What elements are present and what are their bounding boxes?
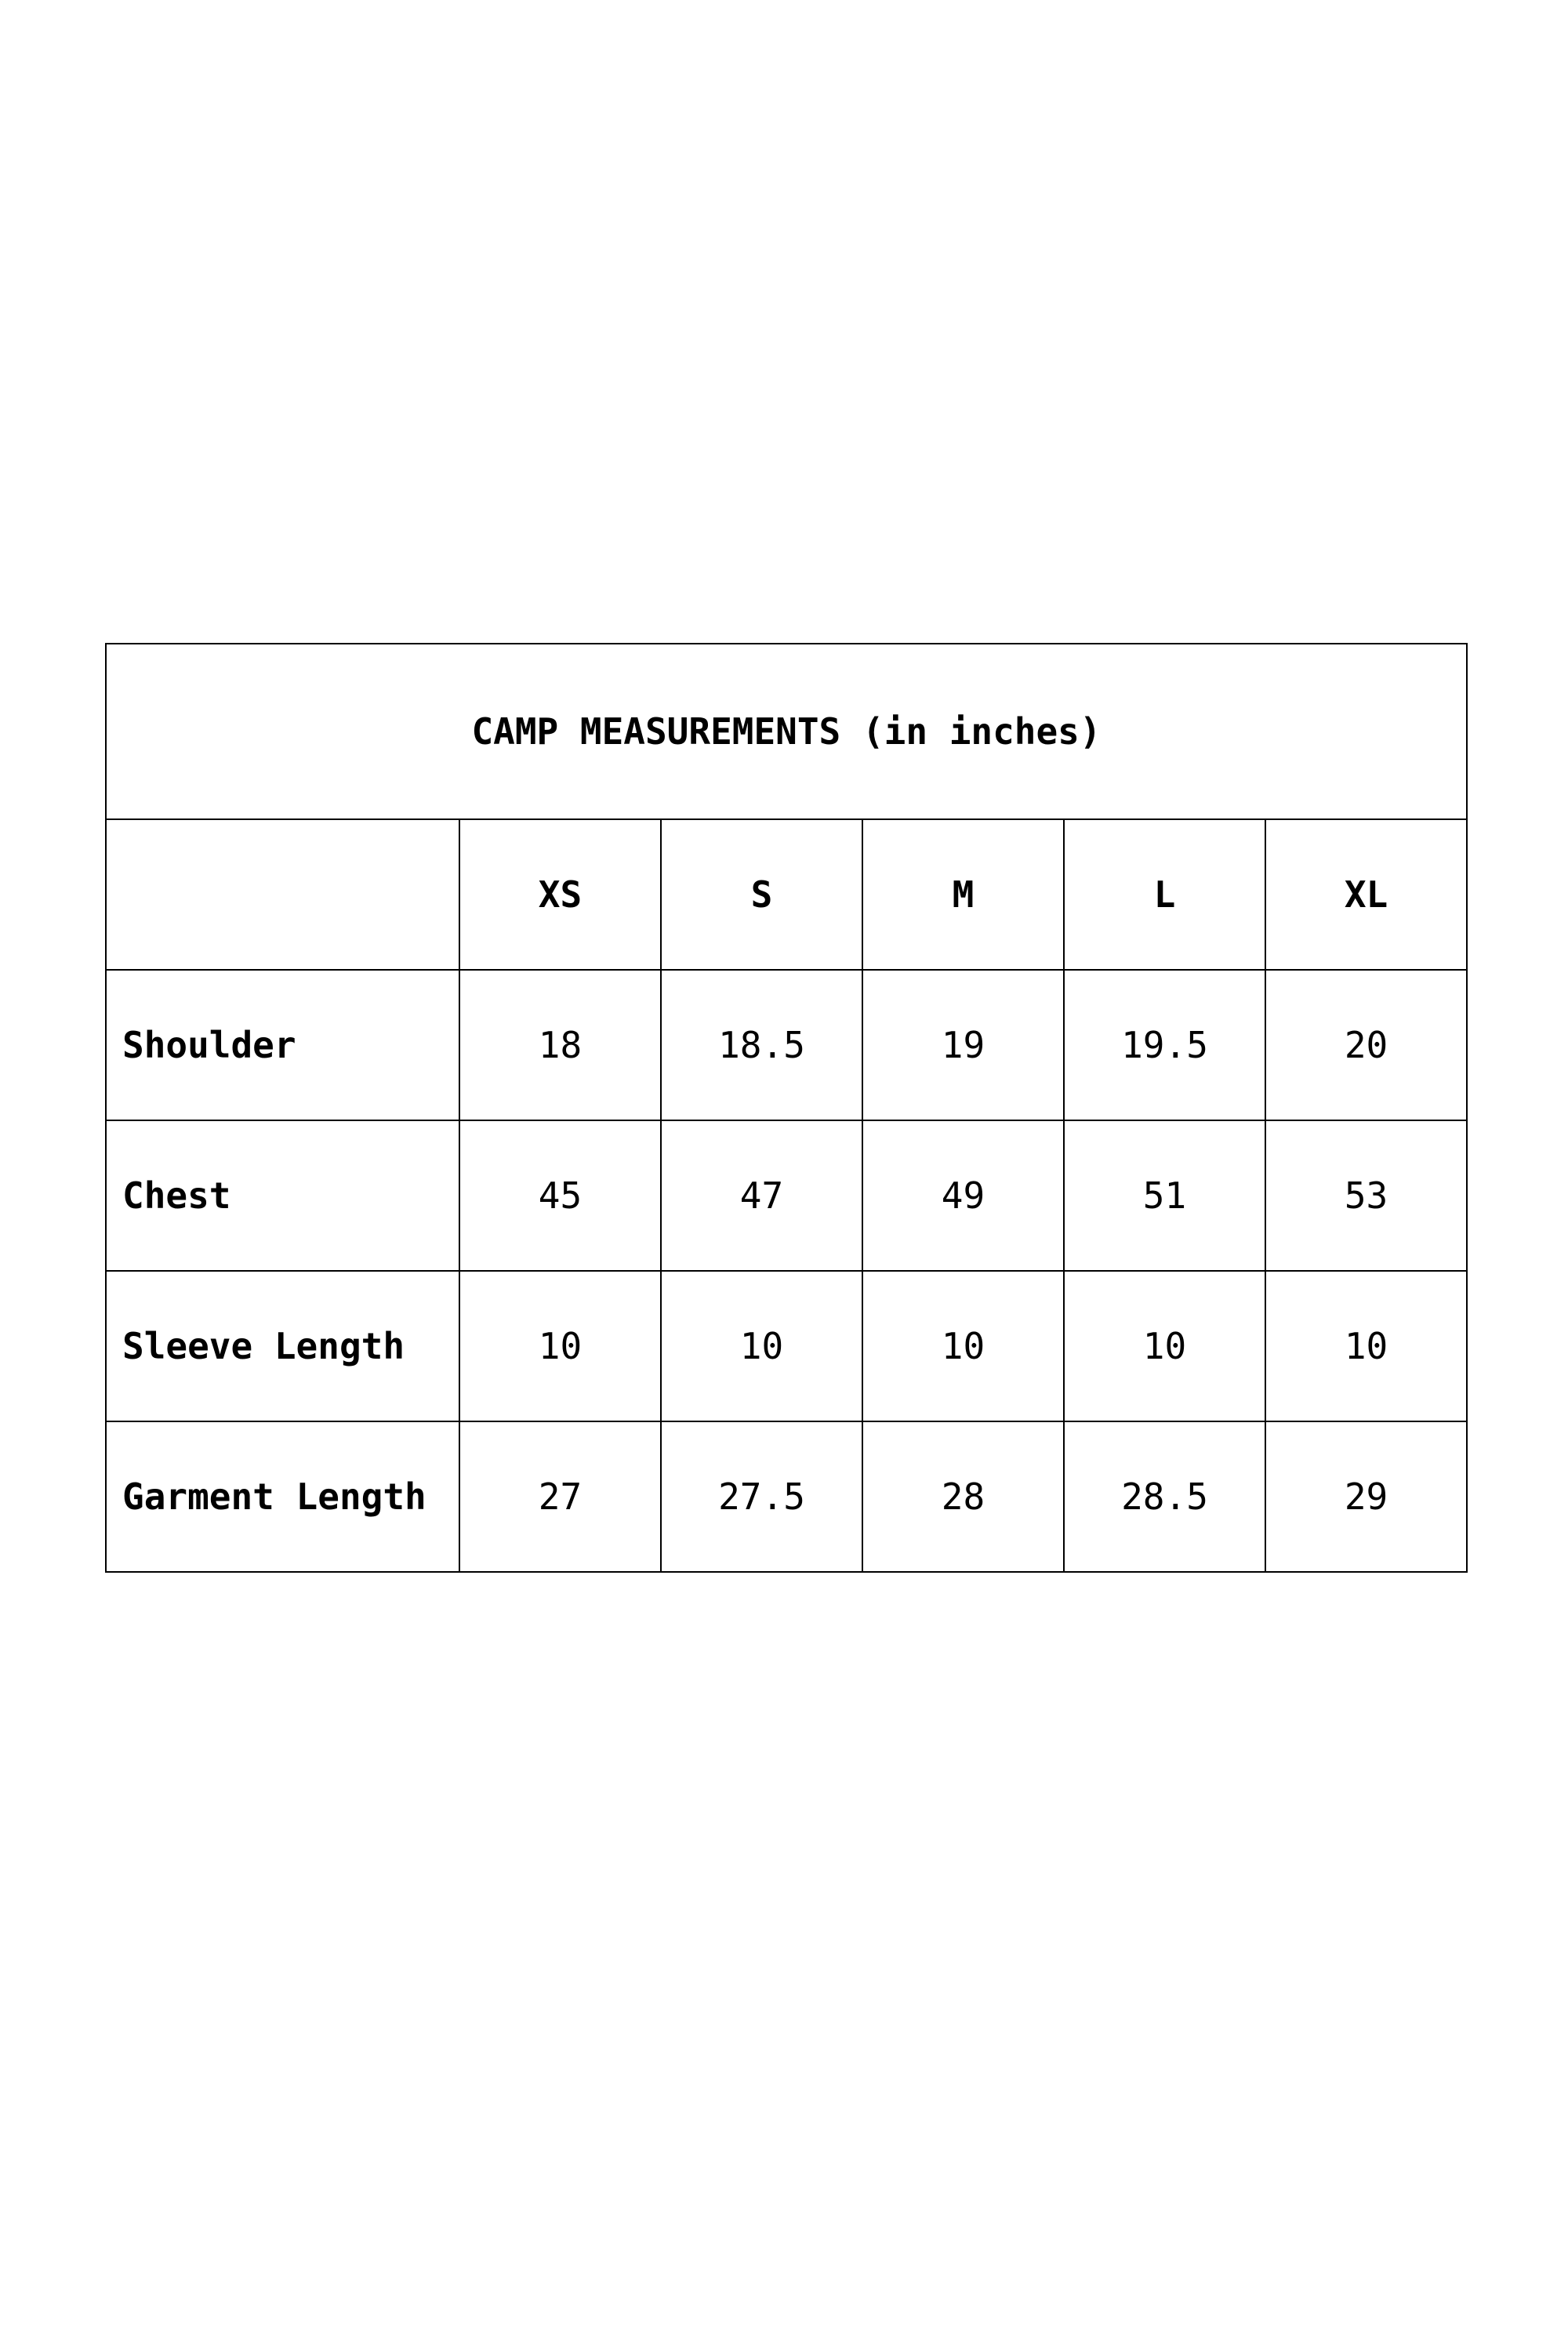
table-cell: 20 <box>1265 970 1467 1120</box>
table-cell: 18 <box>459 970 661 1120</box>
table-cell: 10 <box>661 1271 862 1421</box>
table-cell: 28 <box>862 1421 1064 1572</box>
row-label-chest: Chest <box>106 1120 459 1271</box>
table-cell: 45 <box>459 1120 661 1271</box>
table-cell: 27 <box>459 1421 661 1572</box>
table-cell: 53 <box>1265 1120 1467 1271</box>
row-label-garment-length: Garment Length <box>106 1421 459 1572</box>
table-cell: 10 <box>459 1271 661 1421</box>
table-row-shoulder <box>106 970 1467 1120</box>
table-cell: 10 <box>1064 1271 1265 1421</box>
table-row-chest <box>106 1120 1467 1271</box>
table-cell: 51 <box>1064 1120 1265 1271</box>
table-cell: 19.5 <box>1064 970 1265 1120</box>
table-cell: 28.5 <box>1064 1421 1265 1572</box>
table-cell: 27.5 <box>661 1421 862 1572</box>
table-cell: 18.5 <box>661 970 862 1120</box>
table-title: CAMP MEASUREMENTS (in inches) <box>106 644 1467 819</box>
table-cell: 29 <box>1265 1421 1467 1572</box>
table-cell: 10 <box>1265 1271 1467 1421</box>
row-label-shoulder: Shoulder <box>106 970 459 1120</box>
measurements-table <box>105 643 1468 1573</box>
table-cell: 49 <box>862 1120 1064 1271</box>
table-row-sleeve-length <box>106 1271 1467 1421</box>
corner-cell <box>106 819 459 970</box>
size-header-xl: XL <box>1265 819 1467 970</box>
table-cell: 10 <box>862 1271 1064 1421</box>
row-label-sleeve-length: Sleeve Length <box>106 1271 459 1421</box>
size-header-xs: XS <box>459 819 661 970</box>
size-header-row <box>106 819 1467 970</box>
size-header-s: S <box>661 819 862 970</box>
size-header-m: M <box>862 819 1064 970</box>
table-cell: 19 <box>862 970 1064 1120</box>
table-cell: 47 <box>661 1120 862 1271</box>
title-row <box>106 644 1467 819</box>
size-header-l: L <box>1064 819 1265 970</box>
table-row-garment-length <box>106 1421 1467 1572</box>
